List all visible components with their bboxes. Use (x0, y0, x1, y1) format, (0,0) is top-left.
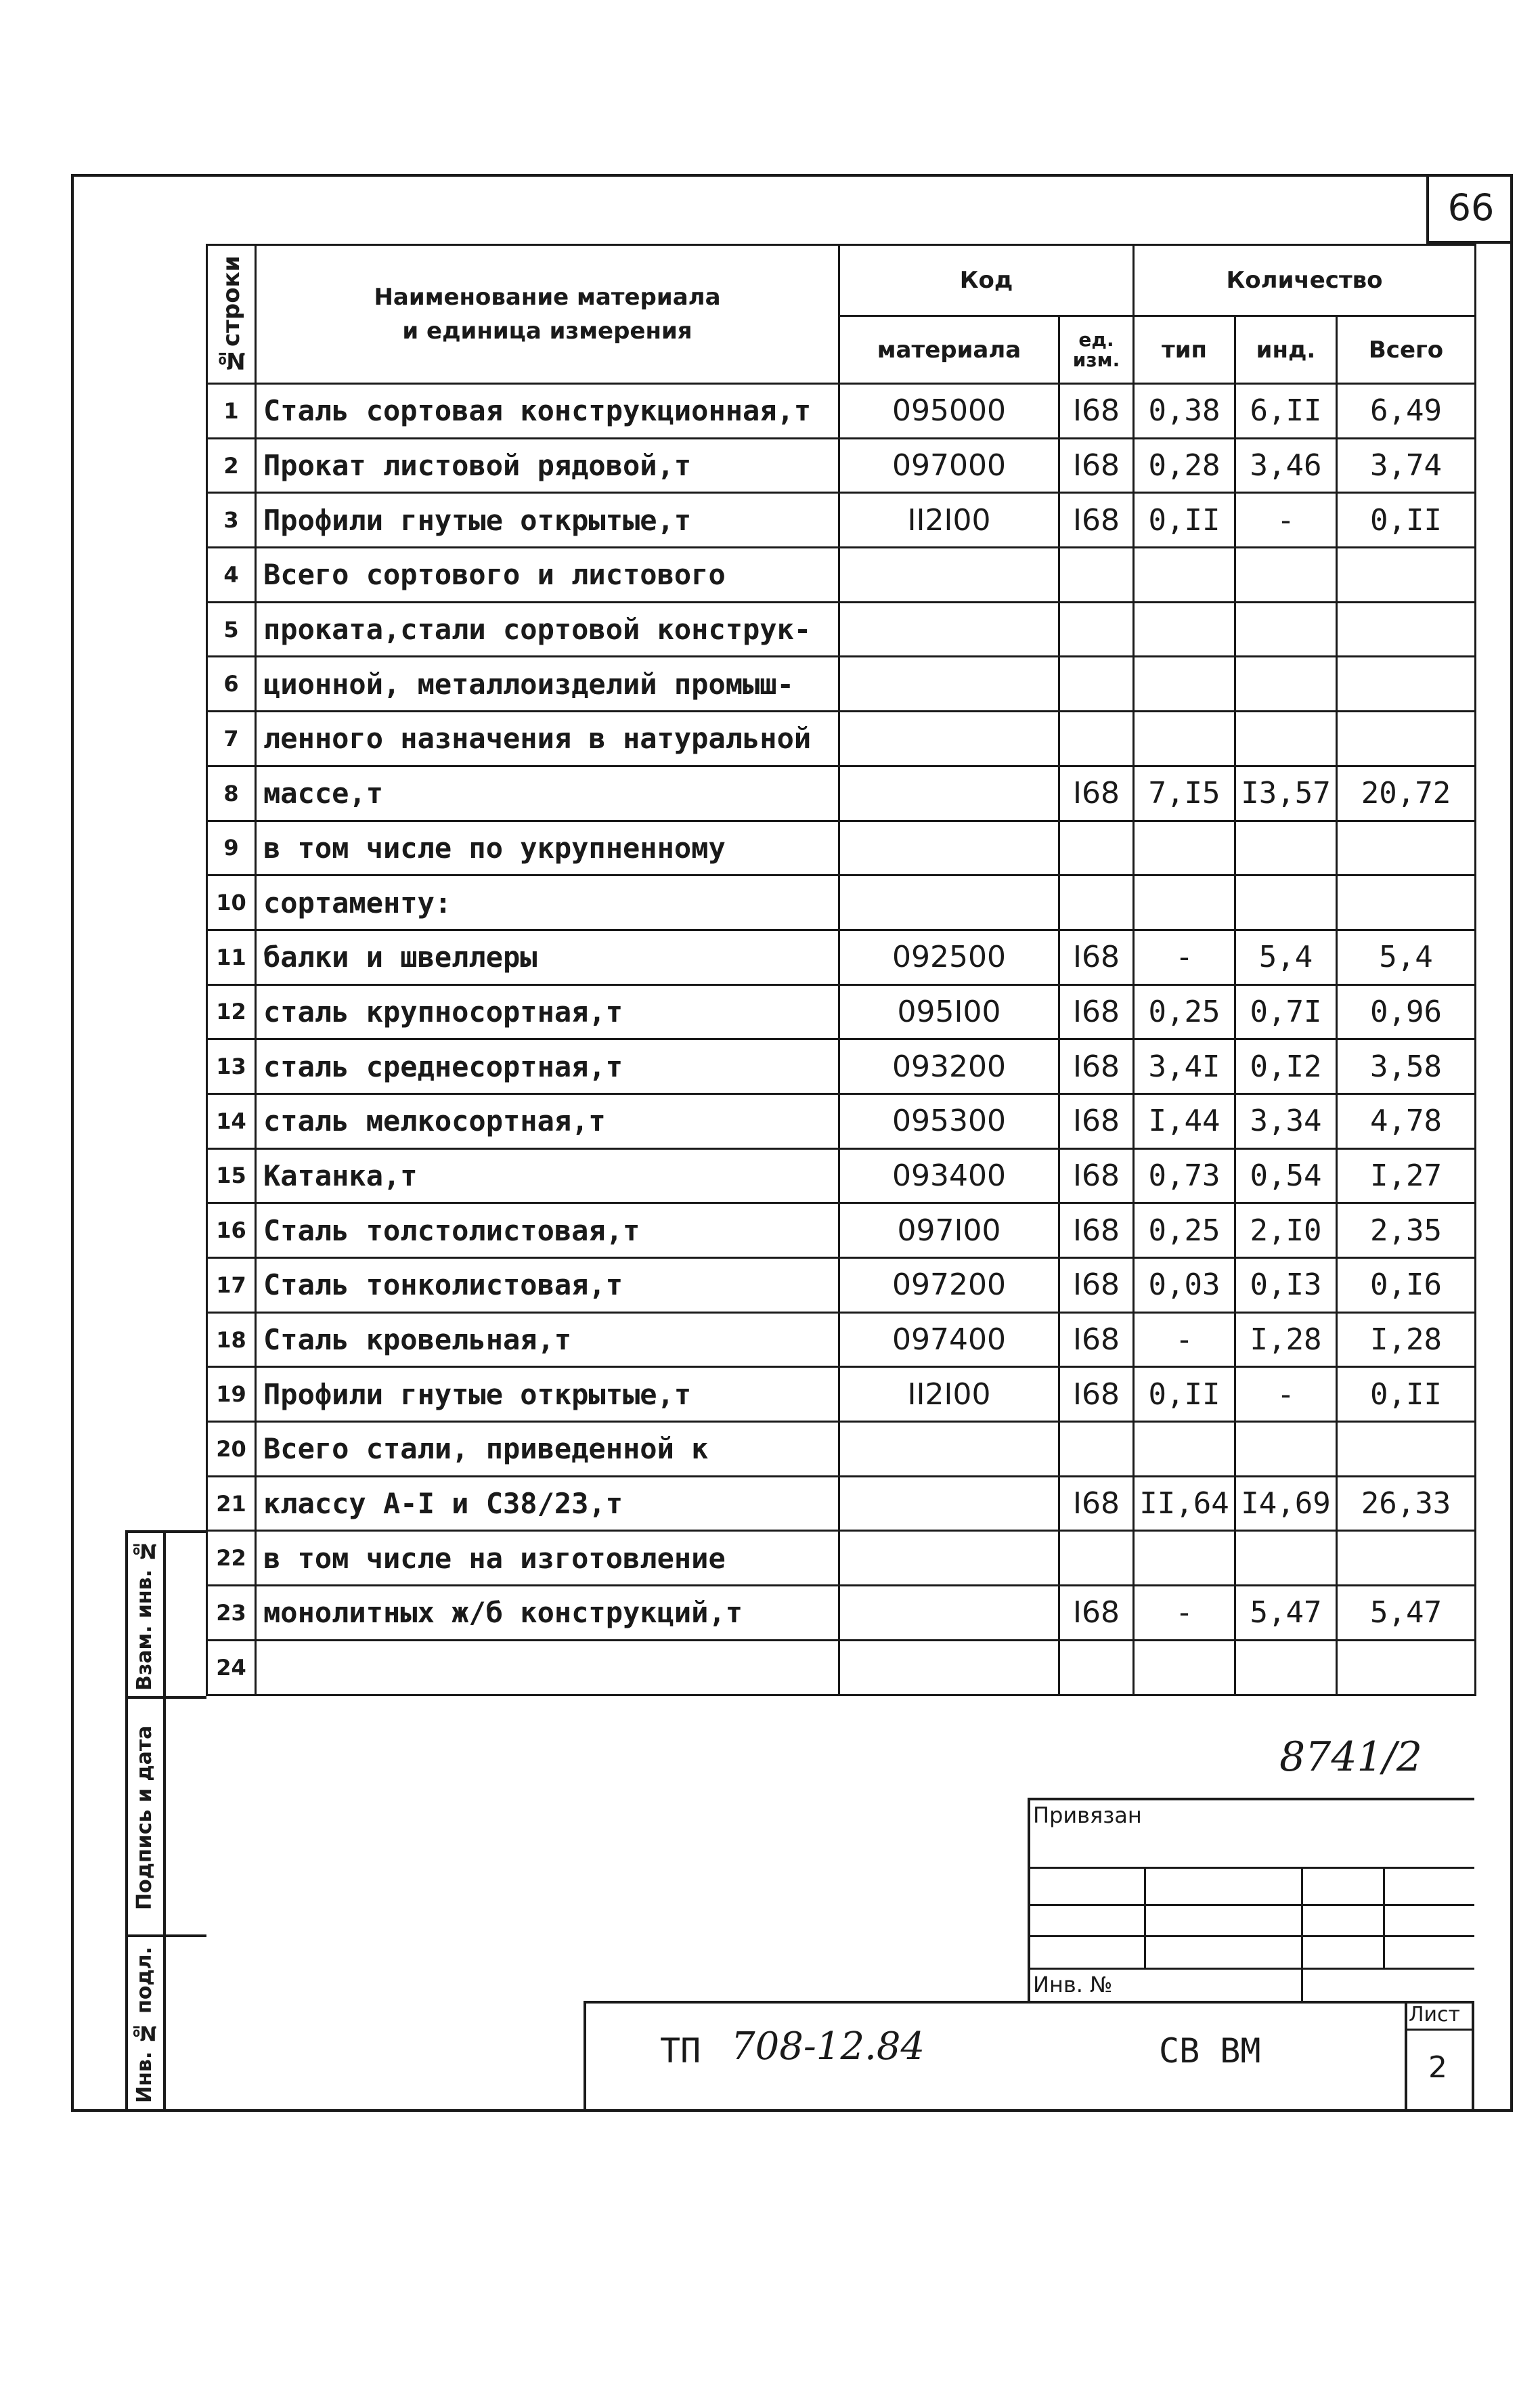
header-name-line1: Наименование материала (374, 284, 721, 311)
row-number: 10 (207, 875, 256, 930)
stamp-col-1 (1144, 1867, 1146, 1968)
qty-total: 6,49 (1337, 384, 1476, 439)
side-strip-line-1 (125, 1696, 206, 1699)
qty-total: 26,33 (1337, 1476, 1476, 1531)
table-row (207, 1312, 1476, 1367)
stamp-line-4 (1028, 1968, 1474, 1970)
unit-code: I68 (1059, 1203, 1134, 1258)
unit-code: I68 (1059, 766, 1134, 821)
material-code: II2I00 (839, 1367, 1059, 1422)
header-code-material: материала (839, 316, 1059, 384)
material-code (839, 602, 1059, 657)
unit-code: I68 (1059, 493, 1134, 548)
row-number: 12 (207, 984, 256, 1039)
doc-section: СВ ВМ (1159, 2031, 1261, 2071)
material-name: массе,т (256, 766, 839, 821)
material-name: Всего сортового и листового (256, 548, 839, 603)
table-row (207, 766, 1476, 821)
qty-ind: 5,4 (1235, 930, 1337, 984)
table-row (207, 1367, 1476, 1422)
qty-ind: 6,II (1235, 384, 1337, 439)
qty-total (1337, 602, 1476, 657)
qty-ind: 3,46 (1235, 438, 1337, 493)
qty-ind (1235, 657, 1337, 712)
row-number: 16 (207, 1203, 256, 1258)
qty-total: 0,II (1337, 1367, 1476, 1422)
unit-code (1059, 712, 1134, 766)
table-row (207, 384, 1476, 439)
unit-code: I68 (1059, 1039, 1134, 1094)
material-code (839, 1586, 1059, 1641)
qty-ind: - (1235, 1367, 1337, 1422)
material-code (839, 766, 1059, 821)
row-number: 22 (207, 1531, 256, 1586)
doc-code-prefix: ТП (660, 2031, 701, 2071)
stamp-line-3 (1028, 1935, 1474, 1937)
unit-code: I68 (1059, 1148, 1134, 1203)
table-row (207, 984, 1476, 1039)
qty-ind: 0,I3 (1235, 1258, 1337, 1313)
title-block-sheet-divider (1405, 2001, 1407, 2112)
qty-total (1337, 821, 1476, 875)
material-code (839, 1476, 1059, 1531)
row-number: 17 (207, 1258, 256, 1313)
material-code: II2I00 (839, 493, 1059, 548)
materials-table (206, 244, 1476, 1696)
stamp-col-3 (1383, 1867, 1385, 1968)
unit-code: I68 (1059, 930, 1134, 984)
qty-type: 0,28 (1134, 438, 1235, 493)
qty-ind: 3,34 (1235, 1094, 1337, 1148)
material-code: 097I00 (839, 1203, 1059, 1258)
material-name: сталь мелкосортная,т (256, 1094, 839, 1148)
qty-type: 0,38 (1134, 384, 1235, 439)
material-code (839, 875, 1059, 930)
unit-code (1059, 602, 1134, 657)
material-name: Катанка,т (256, 1148, 839, 1203)
qty-total: 0,II (1337, 493, 1476, 548)
row-number: 13 (207, 1039, 256, 1094)
stamp-inv-label: Инв. № (1033, 1972, 1113, 1997)
handwritten-number: 8741/2 (1279, 1733, 1423, 1781)
header-qty-type: тип (1134, 316, 1235, 384)
side-strip-divider (163, 1530, 166, 2112)
header-code-unit: ед. изм. (1059, 316, 1134, 384)
material-name: ленного назначения в натуральной (256, 712, 839, 766)
material-code (839, 821, 1059, 875)
row-number: 1 (207, 384, 256, 439)
row-number: 3 (207, 493, 256, 548)
qty-total: 4,78 (1337, 1094, 1476, 1148)
side-label-sign-date: Подпись и дата (133, 1725, 156, 1911)
material-code: 097000 (839, 438, 1059, 493)
material-code (839, 1531, 1059, 1586)
header-qty-total: Всего (1337, 316, 1476, 384)
materials-table-body (207, 384, 1476, 1695)
stamp-line-2 (1028, 1904, 1474, 1906)
qty-type: 3,4I (1134, 1039, 1235, 1094)
table-row (207, 1148, 1476, 1203)
unit-code: I68 (1059, 384, 1134, 439)
material-name: ционной, металлоизделий промыш- (256, 657, 839, 712)
qty-ind (1235, 712, 1337, 766)
side-strip-line-2 (125, 1934, 206, 1937)
qty-ind (1235, 1640, 1337, 1695)
table-row (207, 1258, 1476, 1313)
row-number: 11 (207, 930, 256, 984)
header-name-line2: и единица измерения (402, 318, 692, 345)
row-number: 5 (207, 602, 256, 657)
table-row (207, 875, 1476, 930)
stamp-privyazan-label: Привязан (1033, 1802, 1142, 1828)
table-row (207, 1039, 1476, 1094)
qty-total: 3,58 (1337, 1039, 1476, 1094)
row-number: 23 (207, 1586, 256, 1641)
sheet-label: Лист (1409, 2003, 1461, 2027)
unit-code: I68 (1059, 1258, 1134, 1313)
row-number: 24 (207, 1640, 256, 1695)
row-number: 21 (207, 1476, 256, 1531)
table-row (207, 930, 1476, 984)
qty-type: 0,II (1134, 493, 1235, 548)
material-name: сортаменту: (256, 875, 839, 930)
qty-total: 2,35 (1337, 1203, 1476, 1258)
qty-ind (1235, 548, 1337, 603)
qty-total (1337, 1422, 1476, 1477)
table-row (207, 821, 1476, 875)
table-row (207, 1531, 1476, 1586)
material-code: 095000 (839, 384, 1059, 439)
qty-ind: 0,54 (1235, 1148, 1337, 1203)
table-row (207, 1203, 1476, 1258)
qty-ind: 0,I2 (1235, 1039, 1337, 1094)
row-number: 14 (207, 1094, 256, 1148)
table-row (207, 1476, 1476, 1531)
material-name: Всего стали, приведенной к (256, 1422, 839, 1477)
qty-ind (1235, 821, 1337, 875)
qty-type (1134, 875, 1235, 930)
row-number: 20 (207, 1422, 256, 1477)
qty-total: 0,96 (1337, 984, 1476, 1039)
material-code: 095I00 (839, 984, 1059, 1039)
unit-code: I68 (1059, 1586, 1134, 1641)
unit-code: I68 (1059, 1476, 1134, 1531)
qty-total (1337, 875, 1476, 930)
table-row (207, 602, 1476, 657)
qty-type: 0,03 (1134, 1258, 1235, 1313)
qty-type (1134, 821, 1235, 875)
unit-code (1059, 1422, 1134, 1477)
row-number: 18 (207, 1312, 256, 1367)
sheet-number: 2 (1428, 2050, 1447, 2085)
qty-type (1134, 1422, 1235, 1477)
unit-code: I68 (1059, 984, 1134, 1039)
qty-type (1134, 1531, 1235, 1586)
unit-code (1059, 875, 1134, 930)
qty-type: II,64 (1134, 1476, 1235, 1531)
qty-ind: I3,57 (1235, 766, 1337, 821)
unit-code (1059, 1640, 1134, 1695)
qty-type (1134, 657, 1235, 712)
material-name: Прокат листовой рядовой,т (256, 438, 839, 493)
qty-type (1134, 1640, 1235, 1695)
title-block-right (1472, 2001, 1474, 2112)
material-name (256, 1640, 839, 1695)
material-name: в том числе на изготовление (256, 1531, 839, 1586)
qty-type (1134, 602, 1235, 657)
qty-ind (1235, 875, 1337, 930)
material-code (839, 657, 1059, 712)
stamp-line-1 (1028, 1867, 1474, 1869)
material-name: балки и швеллеры (256, 930, 839, 984)
qty-type: 0,25 (1134, 984, 1235, 1039)
material-code (839, 548, 1059, 603)
page-number: 66 (1426, 174, 1513, 244)
material-name: Профили гнутые открытые,т (256, 493, 839, 548)
qty-type: I,44 (1134, 1094, 1235, 1148)
qty-total (1337, 1531, 1476, 1586)
material-code: 097200 (839, 1258, 1059, 1313)
row-number: 7 (207, 712, 256, 766)
qty-type: - (1134, 1312, 1235, 1367)
title-block-sheet-line (1405, 2029, 1474, 2031)
header-code: Код (839, 245, 1134, 316)
qty-type (1134, 548, 1235, 603)
qty-ind: - (1235, 493, 1337, 548)
table-row (207, 438, 1476, 493)
unit-code: I68 (1059, 1094, 1134, 1148)
qty-total (1337, 1640, 1476, 1695)
unit-code (1059, 821, 1134, 875)
row-number: 2 (207, 438, 256, 493)
qty-type (1134, 712, 1235, 766)
qty-ind (1235, 1422, 1337, 1477)
material-name: Сталь толстолистовая,т (256, 1203, 839, 1258)
table-row (207, 493, 1476, 548)
unit-code (1059, 1531, 1134, 1586)
qty-total (1337, 548, 1476, 603)
header-row-number: №строки (207, 245, 256, 384)
material-code: 092500 (839, 930, 1059, 984)
qty-ind: I4,69 (1235, 1476, 1337, 1531)
qty-total: 5,4 (1337, 930, 1476, 984)
table-row (207, 548, 1476, 603)
qty-ind: 0,7I (1235, 984, 1337, 1039)
table-row (207, 1586, 1476, 1641)
row-number: 8 (207, 766, 256, 821)
unit-code: I68 (1059, 1367, 1134, 1422)
qty-total: 0,I6 (1337, 1258, 1476, 1313)
title-block-left (584, 2001, 586, 2112)
stamp-privyazan-top (1028, 1798, 1474, 1800)
qty-total (1337, 712, 1476, 766)
material-name: Профили гнутые открытые,т (256, 1367, 839, 1422)
qty-type: 0,II (1134, 1367, 1235, 1422)
qty-ind: I,28 (1235, 1312, 1337, 1367)
table-row (207, 1094, 1476, 1148)
stamp-col-2 (1301, 1867, 1303, 2001)
table-row (207, 1640, 1476, 1695)
qty-total: I,27 (1337, 1148, 1476, 1203)
qty-total (1337, 657, 1476, 712)
row-number: 6 (207, 657, 256, 712)
material-name: классу А-I и С38/23,т (256, 1476, 839, 1531)
qty-type: 0,25 (1134, 1203, 1235, 1258)
material-code: 093200 (839, 1039, 1059, 1094)
qty-total: 20,72 (1337, 766, 1476, 821)
row-number: 15 (207, 1148, 256, 1203)
row-number: 9 (207, 821, 256, 875)
unit-code (1059, 548, 1134, 603)
material-name: в том числе по укрупненному (256, 821, 839, 875)
qty-ind (1235, 1531, 1337, 1586)
material-name: Сталь сортовая конструкционная,т (256, 384, 839, 439)
header-quantity: Количество (1134, 245, 1476, 316)
table-row (207, 712, 1476, 766)
side-label-inv-orig: Инв. № подл. (133, 1946, 156, 2103)
material-name: Сталь кровельная,т (256, 1312, 839, 1367)
material-code (839, 712, 1059, 766)
material-name: сталь среднесортная,т (256, 1039, 839, 1094)
doc-code: 708-12.84 (731, 2025, 925, 2069)
unit-code: I68 (1059, 1312, 1134, 1367)
table-row (207, 1422, 1476, 1477)
stamp-privyazan-left (1028, 1798, 1030, 2001)
material-name: проката,стали сортовой конструк- (256, 602, 839, 657)
qty-total: 3,74 (1337, 438, 1476, 493)
material-code (839, 1640, 1059, 1695)
title-block-top (584, 2001, 1474, 2004)
row-number: 4 (207, 548, 256, 603)
material-code: 095300 (839, 1094, 1059, 1148)
material-code: 097400 (839, 1312, 1059, 1367)
material-code: 093400 (839, 1148, 1059, 1203)
qty-type: - (1134, 930, 1235, 984)
unit-code (1059, 657, 1134, 712)
table-row (207, 657, 1476, 712)
material-name: монолитных ж/б конструкций,т (256, 1586, 839, 1641)
qty-type: 0,73 (1134, 1148, 1235, 1203)
material-name: сталь крупносортная,т (256, 984, 839, 1039)
unit-code: I68 (1059, 438, 1134, 493)
side-label-inv-replace: Взам. инв. № (133, 1538, 156, 1691)
qty-ind: 2,I0 (1235, 1203, 1337, 1258)
material-name: Сталь тонколистовая,т (256, 1258, 839, 1313)
material-code (839, 1422, 1059, 1477)
qty-ind: 5,47 (1235, 1586, 1337, 1641)
qty-total: I,28 (1337, 1312, 1476, 1367)
header-qty-ind: инд. (1235, 316, 1337, 384)
row-number: 19 (207, 1367, 256, 1422)
qty-type: 7,I5 (1134, 766, 1235, 821)
header-name (256, 245, 839, 384)
qty-type: - (1134, 1586, 1235, 1641)
qty-total: 5,47 (1337, 1586, 1476, 1641)
qty-ind (1235, 602, 1337, 657)
